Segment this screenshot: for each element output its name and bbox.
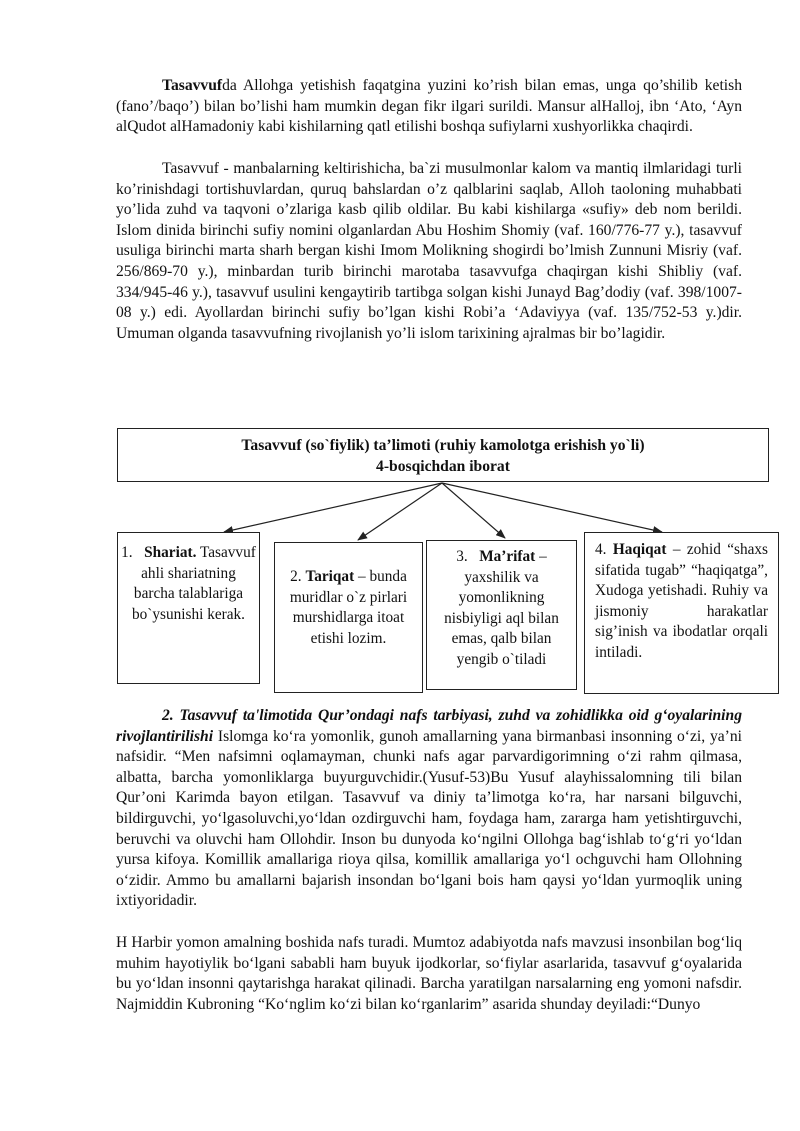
arrow-to-shariat [224, 483, 442, 532]
diagram-title-line-1: Tasavvuf (so`fiylik) ta’limoti (ruhiy kamolotga erishish yo`li) [241, 437, 645, 454]
stage-box-shariat [117, 532, 260, 684]
section-2-paragraph-2 [116, 933, 742, 1015]
section-2-paragraph [116, 706, 742, 912]
section-2-text-1: Islomga ko‘ra yomonlik, gunoh amallarning yana birmanbasi insonning o‘zi, ya’ni nafsidir. “Men nafsimni oqlamayman, chunki nafs agar parvardigorimning o‘zi rahm qilmasa, albatta, barcha yomonliklarga buyurguvchidir.(Yusuf-53)Bu Yusuf alayhissalomning tili bilan Qur’oni Karimda bayon etilgan. Tasavvuf va diniy ta’limotga ko‘ra, har narsani bilguvchi, bildirguvchi, yo‘lgasoluvchi,yo‘ldan ozdirguvchi ham, foydaga ham, zararga ham yetishtirguvchi, beruvchi va oluvchi ham Ollohdir. Inson bu dunyoda ko‘ngilni Ollohga bag‘ishlab to‘g‘ri yo‘ldan yursa kifoya. Komillik amallariga rioya qilsa, komillik amallariga yo‘l ochguvchi ham Ollohning o‘zidir. Ammo bu amallarni bajarish insondan bo‘lgani bois ham qaysi yo‘ldan yurmoqlik uning ixtiyoridadir. [116, 727, 742, 910]
stage-2-title: Tariqat [305, 568, 355, 585]
stage-4-title: Haqiqat [612, 541, 667, 558]
stage-2-text: – bunda muridlar o`z pirlari murshidlarga itoat etishi lozim. [289, 568, 408, 647]
arrow-to-marifat [442, 483, 505, 538]
section-2-text-2: H Harbir yomon amalning boshida nafs turadi. Mumtoz adabiyotda nafs mavzusi insonbilan bog‘liq muhim hayotiylik bo‘lgani sababli ham buyuk ijodkorlar, so‘fiylar asarlarida, tasavvuf g‘oyalarida bu yo‘ldan insonni qaytarishga harakat qilinadi. Barcha yaratilgan narsalarning eng yomoni nafsdir. Najmiddin Kubroning “Ko‘nglim ko‘zi bilan ko‘rganlarim” asarida shunday deyiladi:“Dunyo [116, 934, 742, 1013]
diagram-title-line-2: 4-bosqichdan iborat [376, 458, 510, 475]
stage-2-number: 2. [290, 568, 302, 585]
arrow-to-haqiqat [442, 483, 662, 532]
stage-3-number: 3. [456, 548, 468, 565]
stage-3-title: Ma’rifat [479, 548, 536, 565]
stage-1-text: Tasavvuf ahli shariatning barcha talablariga bo`ysunishi kerak. [131, 544, 256, 623]
diagram-arrows [0, 0, 800, 560]
stage-1-number: 1. [121, 544, 133, 561]
paragraph-1-text: da Allohga yetishish faqatgina yuzini ko’rish bilan emas, unga qo’shilib ketish (fano’/baqo’) bilan bo’lishi ham mumkin degan fikr ilgari surildi. Mansur alHalloj, ibn ‘Ato, ‘Ayn alQudot alHamadoniy kabi kishilarning qatl etilishi boshqa sufiylarni xushyorlikka chaqirdi. [116, 77, 742, 136]
arrow-to-tariqat [358, 483, 442, 540]
paragraph-2-text: Tasavvuf - manbalarning keltirishicha, ba`zi musulmonlar kalom va mantiq ilmlaridagi turli ko’rinishdagi tortishuvlardan, quruq bahslardan o’z qalblarini saqlab, Alloh taoloning muhabbati yo’lida zuhd va taqvoni o’zlariga kasb qilib oldilar. Bu kabi kishilarga «sufiy» deb nom berildi. Islom dinida birinchi sufiy nomini olganlardan Abu Hoshim Shomiy (vaf. 160/776-77 y.), tasavvuf usuliga birinchi marta sharh bergan kishi Imom Molikning shogirdi bo’lmish Zunnuni Misriy (vaf. 256/869-70 y.), minbardan turib birinchi marotaba tasavvufga chaqirgan kishi Shibliy (vaf. 334/945-46 y.), tasavvuf usulini kengaytirib tartibga solgan kishi Junayd Bag’dodiy (vaf. 398/1007-08 y.) edi. Ayollardan birinchi sufiy bo’lgan kishi Robi’a ‘Adaviyya (vaf. 135/752-53 y.)dir. Umuman olganda tasavvufning rivojlanish yo’li islom tarixining ajralmas bir bo’lagidir. [116, 160, 742, 342]
stage-box-tariqat [274, 542, 423, 693]
section-2-heading: 2. Tasavvuf ta'limotida Qur’ondagi nafs tarbiyasi, zuhd va zohidlikka oid g‘oyalarining rivojlantirilishi [116, 707, 742, 745]
stage-1-title: Shariat. [144, 544, 197, 561]
stage-4-number: 4. [595, 541, 607, 558]
paragraph-1-bold-term: Tasavvuf [162, 77, 223, 94]
stage-4-text: – zohid “shaxs sifatida tugab” “haqiqatga”, Xudoga yetishadi. Ruhiy va jismoniy harakatlar sig’inish va ibodatlar orqali intiladi. [595, 541, 769, 661]
stage-3-text: – yaxshilik va yomonlikning nisbiyligi aql bilan emas, qalb bilan yengib o`tiladi [444, 548, 559, 668]
stage-box-haqiqat [584, 532, 779, 694]
stage-box-marifat [426, 540, 577, 690]
